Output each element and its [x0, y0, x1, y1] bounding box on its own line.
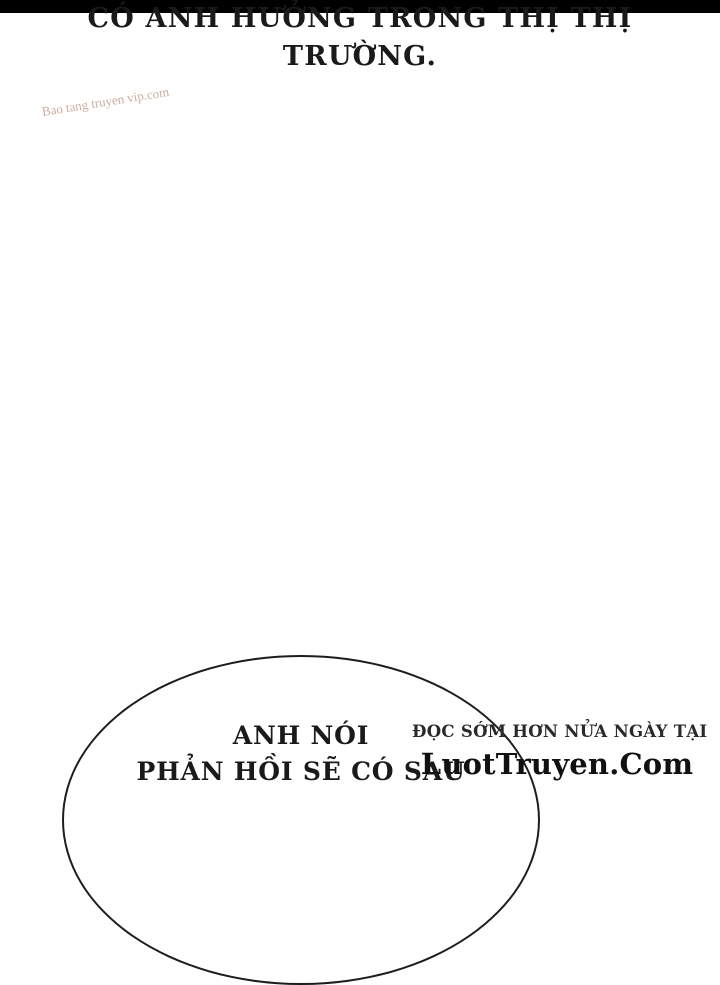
top-dialogue-text	[0, 0, 720, 76]
promo-brand-name[interactable]: LuotTruyen.Com	[420, 747, 694, 781]
promo-tagline: ĐỌC SỚM HƠN NỬA NGÀY TẠI	[412, 722, 708, 741]
speech-bubble-line-2: PHẢN HỒI SẼ CÓ SAU	[136, 757, 466, 786]
top-dialogue-line-1: CÓ ANH HƯỞNG TRONG THỊ THỊ	[87, 3, 633, 34]
site-watermark: Bao tang truyen vip.com	[40, 83, 171, 119]
speech-bubble-line-1: ANH NÓI	[232, 721, 370, 750]
top-dialogue-line-2: TRƯỜNG.	[282, 41, 438, 72]
promo-block	[412, 722, 708, 781]
speech-bubble-outline	[62, 655, 540, 985]
